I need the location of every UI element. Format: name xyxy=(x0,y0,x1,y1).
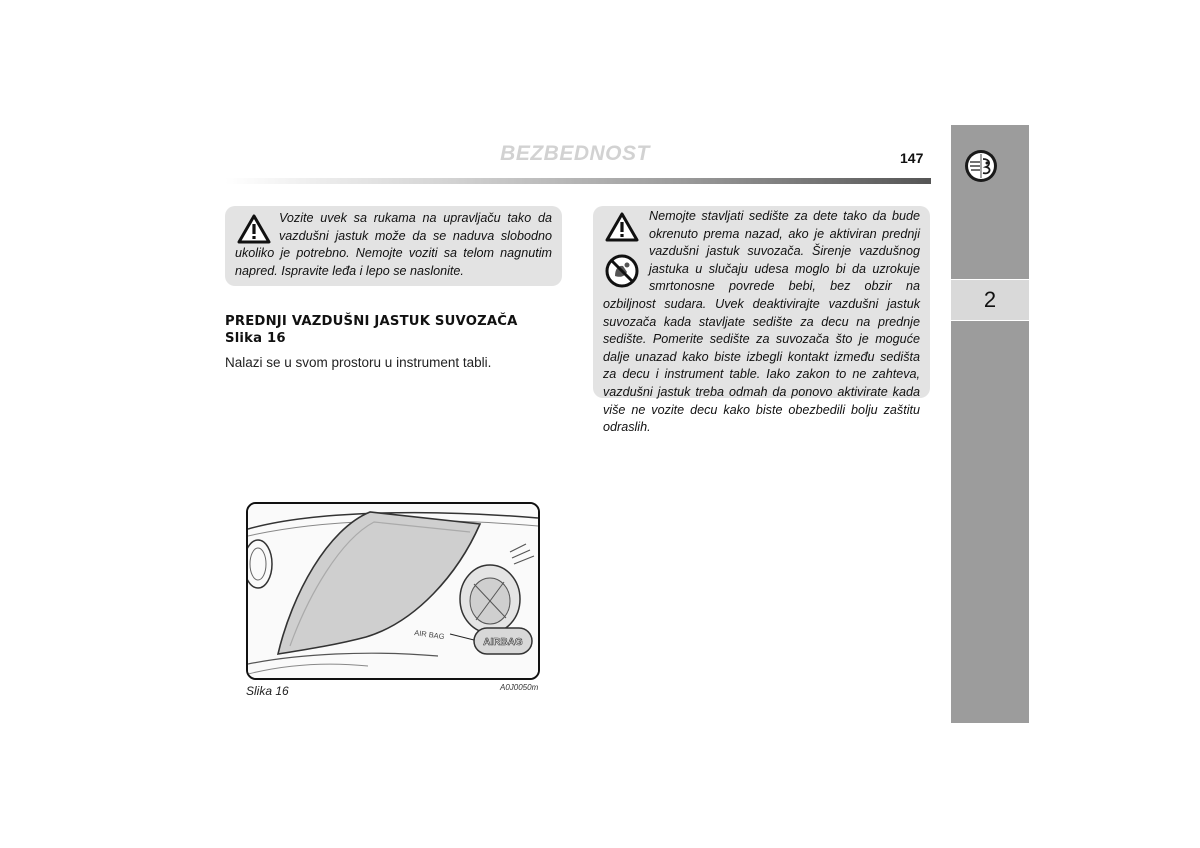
airbag-badge-label: AIRBAG xyxy=(483,637,523,648)
section-heading xyxy=(225,313,518,347)
driver-warning-text: Vozite uvek sa rukama na upravljaču tako da vazdušni jastuk može da se naduva slobodno ukoliko je potrebno. Nemojte voziti sa telom nagnutim napred. Ispravite leđa i lepo se naslonite. xyxy=(235,211,552,278)
section-heading-figure-ref: Slika 16 xyxy=(225,331,286,346)
airbag-figure xyxy=(246,502,540,680)
no-child-seat-icon xyxy=(605,254,639,288)
warning-triangle-icon xyxy=(237,214,271,244)
page-number: 147 xyxy=(900,150,924,166)
alfa-romeo-logo-icon xyxy=(964,149,998,183)
airbag-small-label: AIR BAG xyxy=(413,628,446,642)
section-body-text: Nalazi se u svom prostoru u instrument tabli. xyxy=(225,355,492,370)
passenger-airbag-warning xyxy=(593,206,930,435)
section-heading-title: PREDNJI VAZDUŠNI JASTUK SUVOZAČA xyxy=(225,314,518,329)
chapter-number: 2 xyxy=(951,279,1029,321)
driver-airbag-warning xyxy=(225,206,562,286)
figure-code: A0J0050m xyxy=(500,683,539,692)
section-title: BEZBEDNOST xyxy=(500,142,650,165)
passenger-warning-text: Nemojte stavljati sedište za dete tako da bude okrenuto prema nazad, ako je aktiviran prednji vazdušni jastuk suvozača. Širenje vazdušnog jastuka u slučaju udesa moglo bi da uzrokuje smrtonosne povrede bebi, bez obzir na ozbiljnost sudara. Uvek deaktivirajte vazdušni jastuk suvozača kada stavljate sedište za decu na prednje sedište. Pomerite sedište za suvozača što je moguće dalje unazad kako biste izbegli kontakt između sedišta za decu i instrument table. Iako zakon to ne zahteva, vazdušni jastuk treba odmah da ponovo aktivirate kada više ne vozite decu kako biste obezbedili bolju zaštitu odraslih. xyxy=(603,209,920,435)
warning-triangle-icon xyxy=(605,212,639,242)
figure-caption: Slika 16 xyxy=(246,684,289,698)
chapter-side-tab xyxy=(951,125,1029,723)
dashboard-airbag-illustration xyxy=(248,504,538,678)
header-rule xyxy=(225,178,931,184)
